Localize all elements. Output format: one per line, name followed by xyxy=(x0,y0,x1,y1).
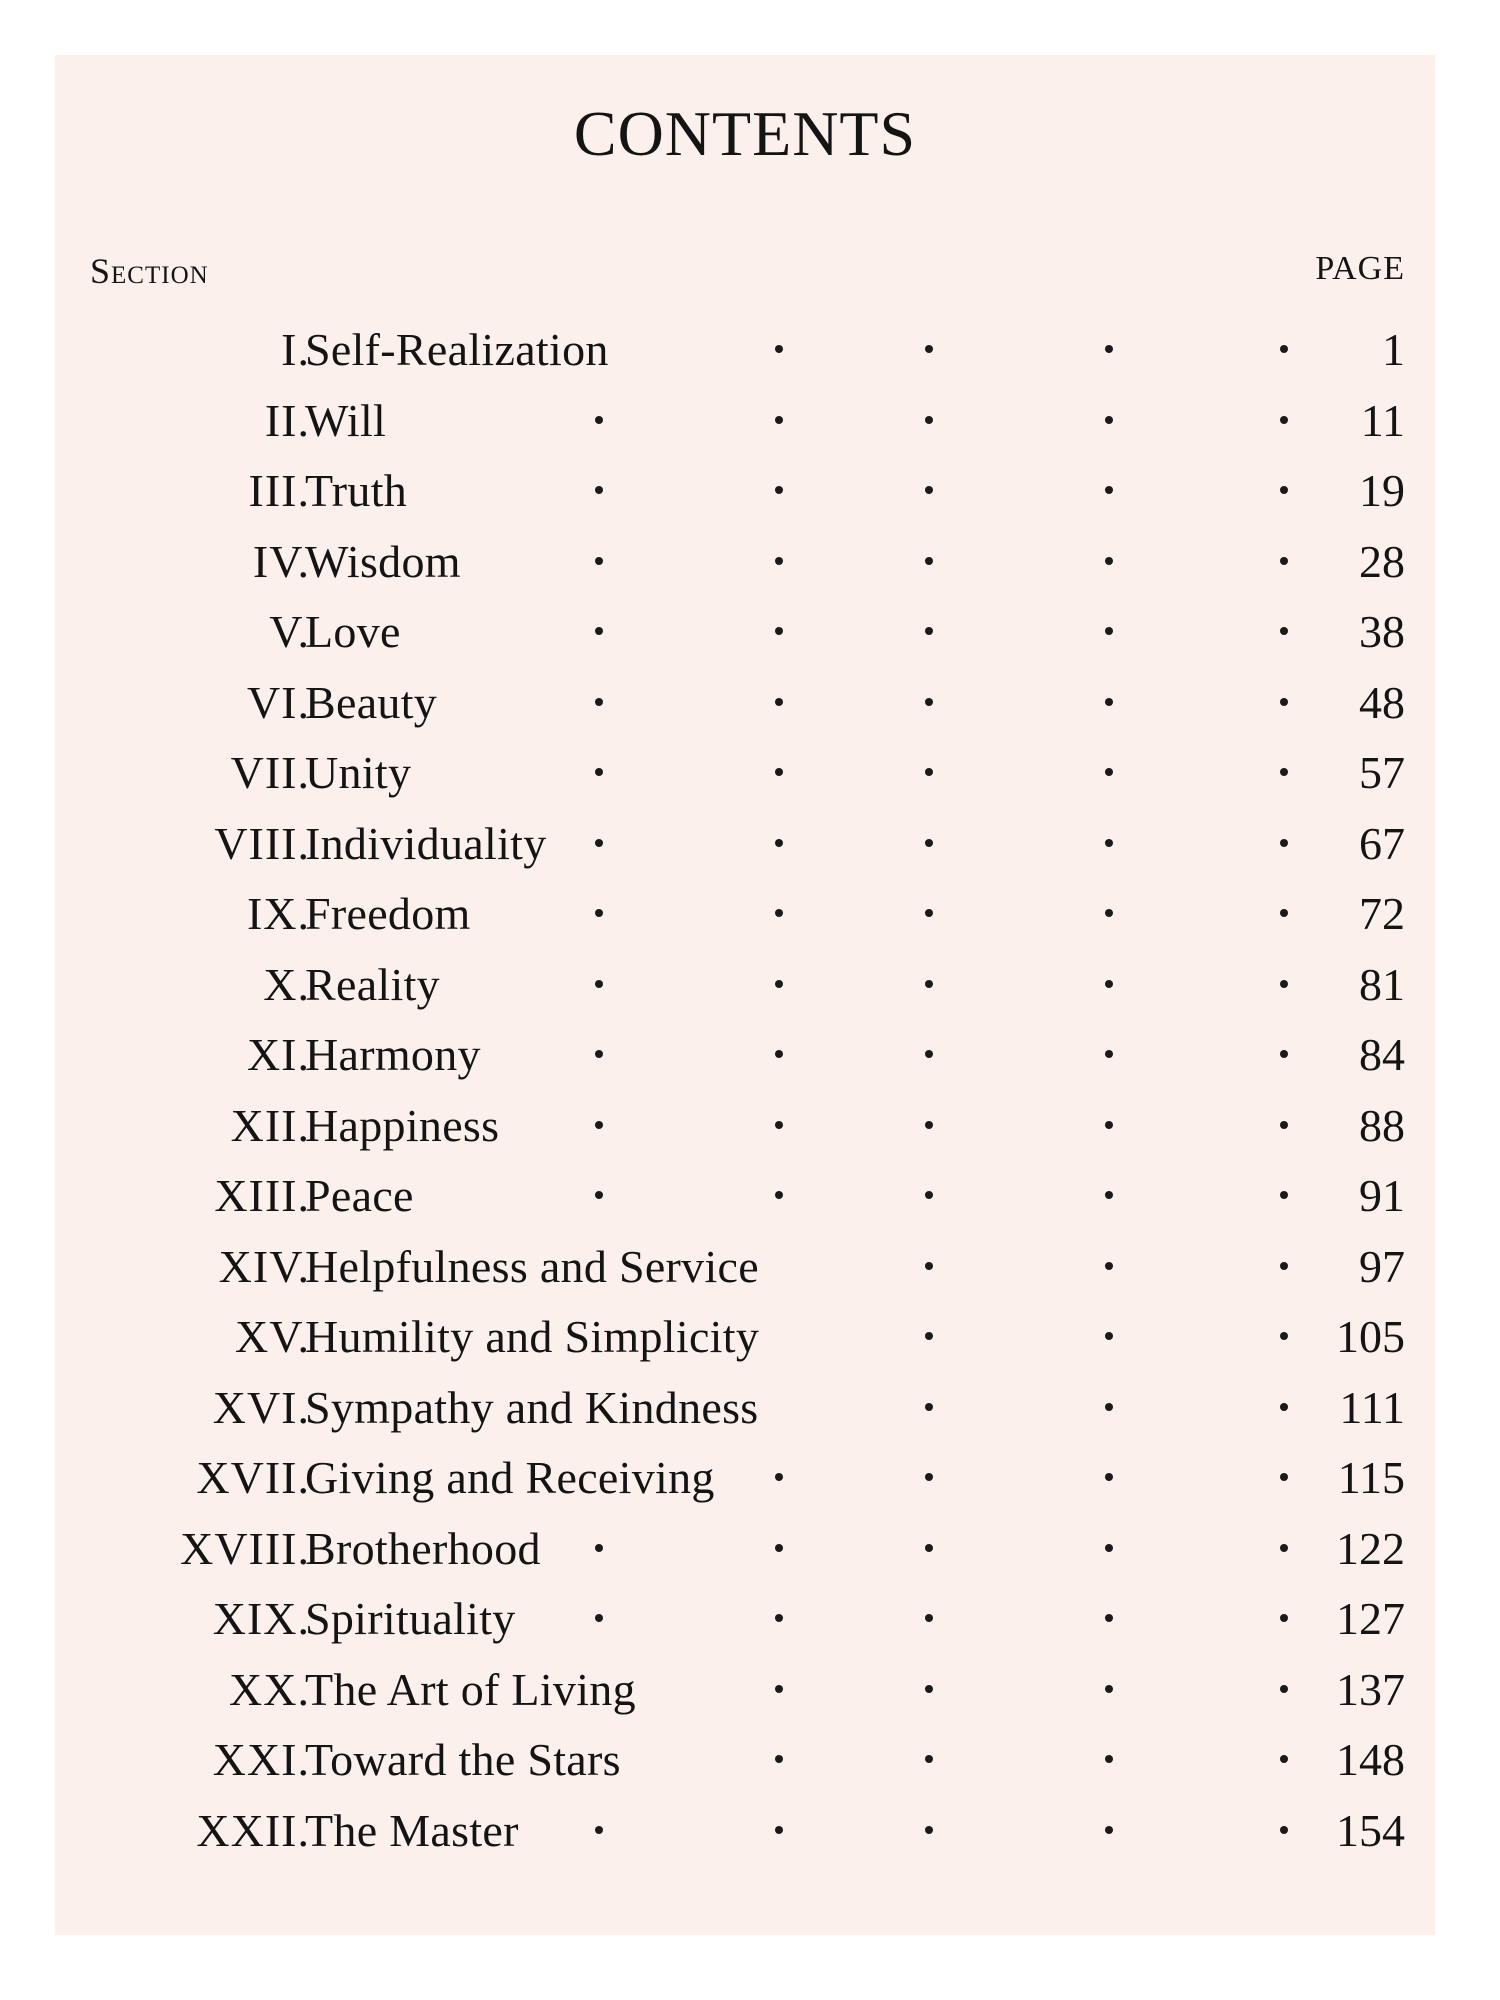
leader-dot xyxy=(595,1121,603,1129)
leader-dot xyxy=(595,1191,603,1199)
section-number: XV. xyxy=(234,1311,310,1362)
leader-dot xyxy=(595,1050,603,1058)
leader-dot xyxy=(775,768,783,776)
toc-entry xyxy=(55,1443,1435,1514)
leader-dot xyxy=(925,1262,933,1270)
section-number: XVI. xyxy=(212,1381,310,1433)
leader-dot xyxy=(1105,486,1113,494)
contents-list xyxy=(55,315,1435,1866)
section-number: III. xyxy=(248,465,310,516)
leader-dot xyxy=(595,839,603,847)
leader-dot xyxy=(1280,1262,1288,1270)
leader-dot xyxy=(775,1755,783,1763)
section-title: Wisdom xyxy=(305,535,461,587)
leader-dot xyxy=(925,698,933,706)
section-title: Beauty xyxy=(305,676,438,728)
leader-dot xyxy=(1280,1332,1288,1340)
page-number: 137 xyxy=(1336,1663,1405,1715)
leader-dot xyxy=(595,909,603,917)
section-number: XII. xyxy=(230,1099,310,1151)
leader-dot xyxy=(925,345,933,353)
column-header xyxy=(90,250,1405,300)
leader-dot xyxy=(1105,1826,1113,1834)
leader-dot xyxy=(925,1685,933,1693)
toc-entry xyxy=(55,738,1435,809)
section-title: Will xyxy=(305,394,387,446)
leader-dot xyxy=(925,1614,933,1622)
leader-dot xyxy=(1280,627,1288,635)
section-title: Brotherhood xyxy=(305,1522,541,1574)
leader-dot xyxy=(775,345,783,353)
section-number: XIII. xyxy=(214,1170,310,1221)
leader-dot xyxy=(925,627,933,635)
section-number: XX. xyxy=(229,1663,310,1715)
leader-dot xyxy=(1280,486,1288,494)
leader-dot xyxy=(1280,1544,1288,1552)
leader-dot xyxy=(1105,909,1113,917)
leader-dot xyxy=(1280,1473,1288,1481)
toc-entry xyxy=(55,1725,1435,1796)
section-title: Giving and Receiving xyxy=(305,1452,715,1503)
section-number: XIV. xyxy=(218,1240,310,1292)
toc-entry xyxy=(55,1232,1435,1303)
section-title: Love xyxy=(305,606,401,657)
leader-dot xyxy=(775,1826,783,1834)
page-number: 88 xyxy=(1359,1099,1405,1151)
toc-entry xyxy=(55,315,1435,386)
section-number: V. xyxy=(269,606,310,657)
leader-dot xyxy=(925,1403,933,1411)
leader-dot xyxy=(1105,1614,1113,1622)
leader-dot xyxy=(1280,698,1288,706)
section-number: IX. xyxy=(246,888,310,939)
leader-dot xyxy=(1280,909,1288,917)
leader-dot xyxy=(595,768,603,776)
section-number: VI. xyxy=(246,676,310,728)
leader-dot xyxy=(1280,1826,1288,1834)
book-page xyxy=(55,55,1435,1935)
leader-dot xyxy=(1105,627,1113,635)
page-number: 91 xyxy=(1359,1170,1405,1221)
toc-entry xyxy=(55,1373,1435,1444)
section-title: Peace xyxy=(305,1170,414,1221)
leader-dot xyxy=(1280,980,1288,988)
page-number: 19 xyxy=(1359,465,1405,516)
toc-entry xyxy=(55,1796,1435,1867)
leader-dot xyxy=(775,1614,783,1622)
leader-dot xyxy=(1105,698,1113,706)
toc-entry xyxy=(55,1161,1435,1232)
leader-dot xyxy=(775,698,783,706)
leader-dot xyxy=(1105,768,1113,776)
leader-dot xyxy=(775,1473,783,1481)
leader-dot xyxy=(925,1544,933,1552)
page-number: 111 xyxy=(1339,1381,1405,1433)
toc-entry xyxy=(55,1655,1435,1726)
toc-entry xyxy=(55,950,1435,1021)
leader-dot xyxy=(925,839,933,847)
section-number: VIII. xyxy=(214,817,310,869)
leader-dot xyxy=(925,1121,933,1129)
leader-dot xyxy=(1105,1473,1113,1481)
leader-dot xyxy=(775,839,783,847)
leader-dot xyxy=(925,768,933,776)
section-title: Sympathy and Kindness xyxy=(305,1381,759,1433)
leader-dot xyxy=(1105,1121,1113,1129)
toc-entry xyxy=(55,527,1435,598)
section-title: Unity xyxy=(305,747,412,798)
page-number: 115 xyxy=(1337,1452,1405,1503)
leader-dot xyxy=(1280,557,1288,565)
leader-dot xyxy=(1105,1403,1113,1411)
leader-dot xyxy=(1105,1544,1113,1552)
section-number: XVII. xyxy=(196,1452,310,1503)
leader-dot xyxy=(775,1685,783,1693)
leader-dot xyxy=(775,1191,783,1199)
toc-entry xyxy=(55,879,1435,950)
leader-dot xyxy=(1280,1050,1288,1058)
leader-dot xyxy=(925,909,933,917)
toc-entry xyxy=(55,1514,1435,1585)
section-title: Freedom xyxy=(305,888,471,939)
section-title: Harmony xyxy=(305,1029,481,1080)
section-title: Self-Realization xyxy=(305,324,609,375)
leader-dot xyxy=(1105,557,1113,565)
leader-dot xyxy=(1280,1191,1288,1199)
leader-dot xyxy=(595,416,603,424)
section-number: XXI. xyxy=(212,1734,310,1785)
leader-dot xyxy=(775,909,783,917)
page-number: 97 xyxy=(1359,1240,1405,1292)
page-number: 57 xyxy=(1359,747,1405,798)
leader-dot xyxy=(925,1050,933,1058)
leader-dot xyxy=(775,557,783,565)
leader-dot xyxy=(775,416,783,424)
leader-dot xyxy=(925,1473,933,1481)
page-number: 67 xyxy=(1359,817,1405,869)
leader-dot xyxy=(925,416,933,424)
section-title: Spirituality xyxy=(305,1593,516,1644)
section-number: XI. xyxy=(246,1029,310,1080)
leader-dot xyxy=(595,1826,603,1834)
leader-dot xyxy=(595,698,603,706)
toc-entry xyxy=(55,1584,1435,1655)
toc-entry xyxy=(55,809,1435,880)
section-number: X. xyxy=(263,958,310,1010)
toc-entry xyxy=(55,597,1435,668)
leader-dot xyxy=(1105,416,1113,424)
section-title: Individuality xyxy=(305,817,547,869)
page-title: CONTENTS xyxy=(573,98,917,169)
leader-dot xyxy=(1280,839,1288,847)
leader-dot xyxy=(925,486,933,494)
page-number: 81 xyxy=(1359,958,1405,1010)
leader-dot xyxy=(1105,1050,1113,1058)
page-number: 28 xyxy=(1359,535,1405,587)
leader-dot xyxy=(1105,1755,1113,1763)
leader-dot xyxy=(775,1121,783,1129)
leader-dot xyxy=(595,557,603,565)
page-number: 1 xyxy=(1382,324,1405,375)
leader-dot xyxy=(925,980,933,988)
leader-dot xyxy=(1105,839,1113,847)
section-number: IV. xyxy=(252,535,310,587)
section-title: Helpfulness and Service xyxy=(305,1240,759,1292)
toc-entry xyxy=(55,456,1435,527)
leader-dot xyxy=(1105,1685,1113,1693)
leader-dot xyxy=(775,1050,783,1058)
toc-entry xyxy=(55,668,1435,739)
toc-entry xyxy=(55,1302,1435,1373)
section-title: Happiness xyxy=(305,1099,500,1151)
section-number: I. xyxy=(281,324,310,375)
page-number: 48 xyxy=(1359,676,1405,728)
page-column-label: PAGE xyxy=(1315,250,1405,287)
section-column-label: Section xyxy=(90,251,209,291)
section-title: Humility and Simplicity xyxy=(305,1311,760,1362)
toc-entry xyxy=(55,1091,1435,1162)
section-number: XVIII. xyxy=(180,1522,310,1574)
leader-dot xyxy=(925,1826,933,1834)
leader-dot xyxy=(595,980,603,988)
section-title: Reality xyxy=(305,958,440,1010)
leader-dot xyxy=(1280,345,1288,353)
leader-dot xyxy=(775,486,783,494)
leader-dot xyxy=(1280,416,1288,424)
leader-dot xyxy=(1105,980,1113,988)
toc-entry xyxy=(55,386,1435,457)
leader-dot xyxy=(595,1614,603,1622)
page-number: 127 xyxy=(1336,1593,1405,1644)
leader-dot xyxy=(925,1755,933,1763)
section-number: XXII. xyxy=(196,1804,310,1856)
leader-dot xyxy=(1280,1685,1288,1693)
page-number: 38 xyxy=(1359,606,1405,657)
page-number: 11 xyxy=(1360,394,1405,446)
leader-dot xyxy=(595,627,603,635)
section-number: VII. xyxy=(230,747,310,798)
leader-dot xyxy=(1105,1191,1113,1199)
leader-dot xyxy=(595,486,603,494)
section-title: Toward the Stars xyxy=(305,1734,621,1785)
page-number: 72 xyxy=(1359,888,1405,939)
leader-dot xyxy=(925,557,933,565)
leader-dot xyxy=(1280,1403,1288,1411)
leader-dot xyxy=(775,627,783,635)
leader-dot xyxy=(775,1544,783,1552)
leader-dot xyxy=(1280,1121,1288,1129)
leader-dot xyxy=(925,1191,933,1199)
leader-dot xyxy=(1105,1332,1113,1340)
section-title: Truth xyxy=(305,465,408,516)
section-title: The Art of Living xyxy=(305,1663,636,1715)
page-number: 105 xyxy=(1336,1311,1405,1362)
leader-dot xyxy=(1105,345,1113,353)
section-number: II. xyxy=(264,394,310,446)
page-number: 122 xyxy=(1336,1522,1405,1574)
page-number: 84 xyxy=(1359,1029,1405,1080)
leader-dot xyxy=(1280,768,1288,776)
section-number: XIX. xyxy=(212,1593,310,1644)
leader-dot xyxy=(595,1544,603,1552)
leader-dot xyxy=(775,980,783,988)
leader-dot xyxy=(1105,1262,1113,1270)
leader-dot xyxy=(1280,1614,1288,1622)
leader-dot xyxy=(925,1332,933,1340)
page-number: 154 xyxy=(1336,1804,1405,1856)
section-title: The Master xyxy=(305,1804,519,1856)
page-number: 148 xyxy=(1336,1734,1405,1785)
leader-dot xyxy=(1280,1755,1288,1763)
toc-entry xyxy=(55,1020,1435,1091)
